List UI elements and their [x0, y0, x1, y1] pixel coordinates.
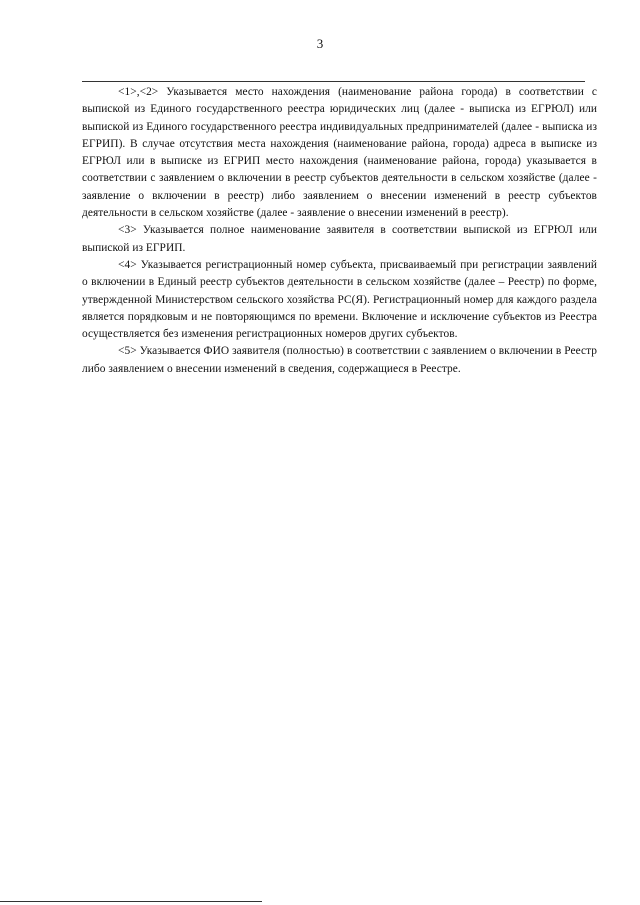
- bottom-rule: [0, 901, 262, 902]
- footnote-4: <4> Указывается регистрационный номер субъекта, присваиваемый при регистрации заявлений о включении в Единый реестр субъектов деятельности в сельском хозяйстве (далее – Реестр) по форме, утвержденной Министерством сельского хозяйства РС(Я). Регистрационный номер для каждого раздела является порядковым и не повторяющимся по времени. Включение и исключение субъектов из Реестра осуществляется без изменения регистрационных номеров других субъектов.: [82, 258, 597, 341]
- footnote-separator: [82, 81, 585, 82]
- footnote-1-2: <1>,<2> Указывается место нахождения (наименование района города) в соответствии с выпиской из Единого государственного реестра юридических лиц (далее - выписка из ЕГРЮЛ) или выпиской из Единого государственного реестра индивидуальных предпринимателей (далее - выписка из ЕГРИП). В случае отсутствия места нахождения (наименование района, города) адреса в выписке из ЕГРЮЛ или в выписке из ЕГРИП место нахождения (наименование района, города) указывается в соответствии с заявлением о включении в реестр субъектов деятельности в сельском хозяйстве (далее - заявление о включении в реестр) либо заявлением о внесении изменений в реестр субъектов деятельности в сельском хозяйстве (далее - заявление о внесении изменений в реестр).: [82, 86, 597, 220]
- page-number: 3: [316, 36, 324, 51]
- footnote-5: <5> Указывается ФИО заявителя (полностью) в соответствии с заявлением о включении в Реестр либо заявлением о внесении изменений в сведения, содержащиеся в Реестре.: [82, 345, 597, 375]
- footnote-3: <3> Указывается полное наименование заявителя в соответствии выпиской из ЕГРЮЛ или выпиской из ЕГРИП.: [82, 224, 597, 254]
- footnotes-block: [82, 84, 597, 378]
